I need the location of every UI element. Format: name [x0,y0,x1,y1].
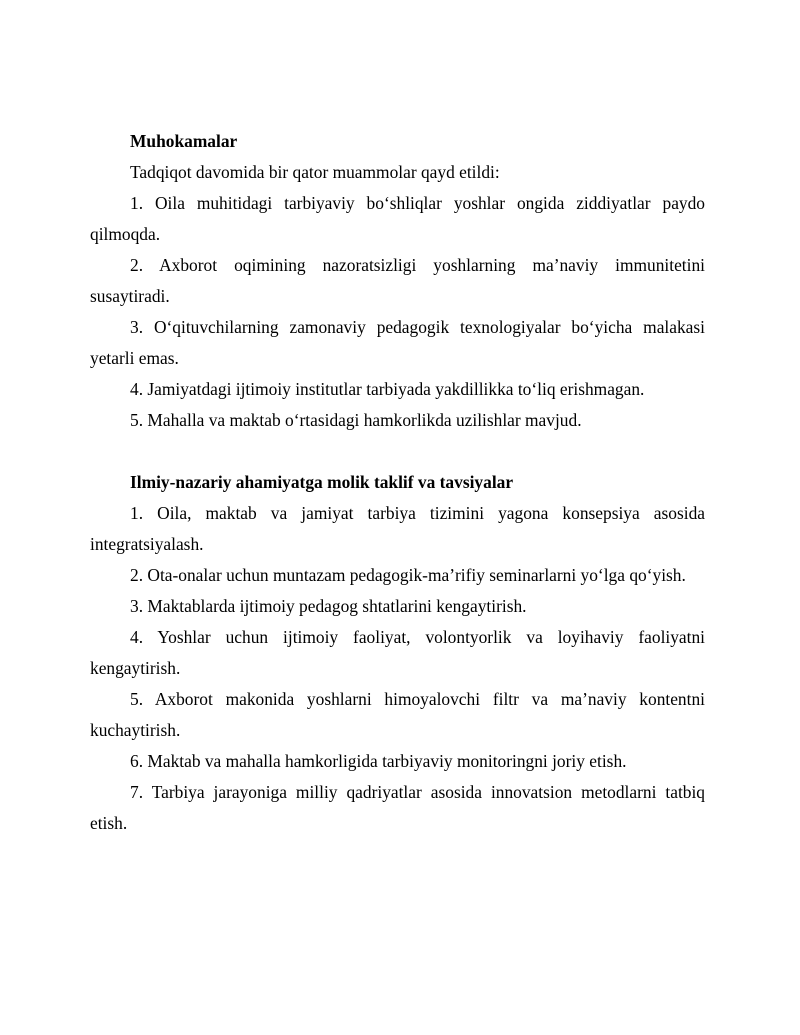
recommendation-item-7: 7. Tarbiya jarayoniga milliy qadriyatlar asosida innovatsion metodlarni tatbiq etish. [90,782,705,833]
problem-item-1: 1. Oila muhitidagi tarbiyaviy bo‘shliqlar yoshlar ongida ziddiyatlar paydo qilmoqda. [90,193,705,244]
section-spacer [90,436,705,467]
recommendation-item-4: 4. Yoshlar uchun ijtimoiy faoliyat, volontyorlik va loyihaviy faoliyatni kengaytirish. [90,627,705,678]
problem-item-3: 3. O‘qituvchilarning zamonaviy pedagogik texnologiyalar bo‘yicha malakasi yetarli emas. [90,317,705,368]
recommendation-item-1: 1. Oila, maktab va jamiyat tarbiya tizimini yagona konsepsiya asosida integratsiyalash. [90,503,705,554]
recommendation-item-5: 5. Axborot makonida yoshlarni himoyalovchi filtr va ma’naviy kontentni kuchaytirish. [90,689,705,740]
problem-item-5: 5. Mahalla va maktab o‘rtasidagi hamkorlikda uzilishlar mavjud. [130,410,582,430]
section-heading-discussions: Muhokamalar [130,131,238,151]
problem-item-2: 2. Axborot oqimining nazoratsizligi yoshlarning ma’naviy immunitetini susaytiradi. [90,255,705,306]
problem-item-4: 4. Jamiyatdagi ijtimoiy institutlar tarbiyada yakdillikka to‘liq erishmagan. [130,379,645,399]
recommendation-item-2: 2. Ota-onalar uchun muntazam pedagogik-ma’rifiy seminarlarni yo‘lga qo‘yish. [130,565,686,585]
section-heading-recommendations: Ilmiy-nazariy ahamiyatga molik taklif va tavsiyalar [130,472,514,492]
recommendation-item-3: 3. Maktablarda ijtimoiy pedagog shtatlarini kengaytirish. [130,596,527,616]
recommendation-item-6: 6. Maktab va mahalla hamkorligida tarbiyaviy monitoringni joriy etish. [130,751,627,771]
document-body [90,126,705,839]
intro-paragraph: Tadqiqot davomida bir qator muammolar qayd etildi: [130,162,500,182]
